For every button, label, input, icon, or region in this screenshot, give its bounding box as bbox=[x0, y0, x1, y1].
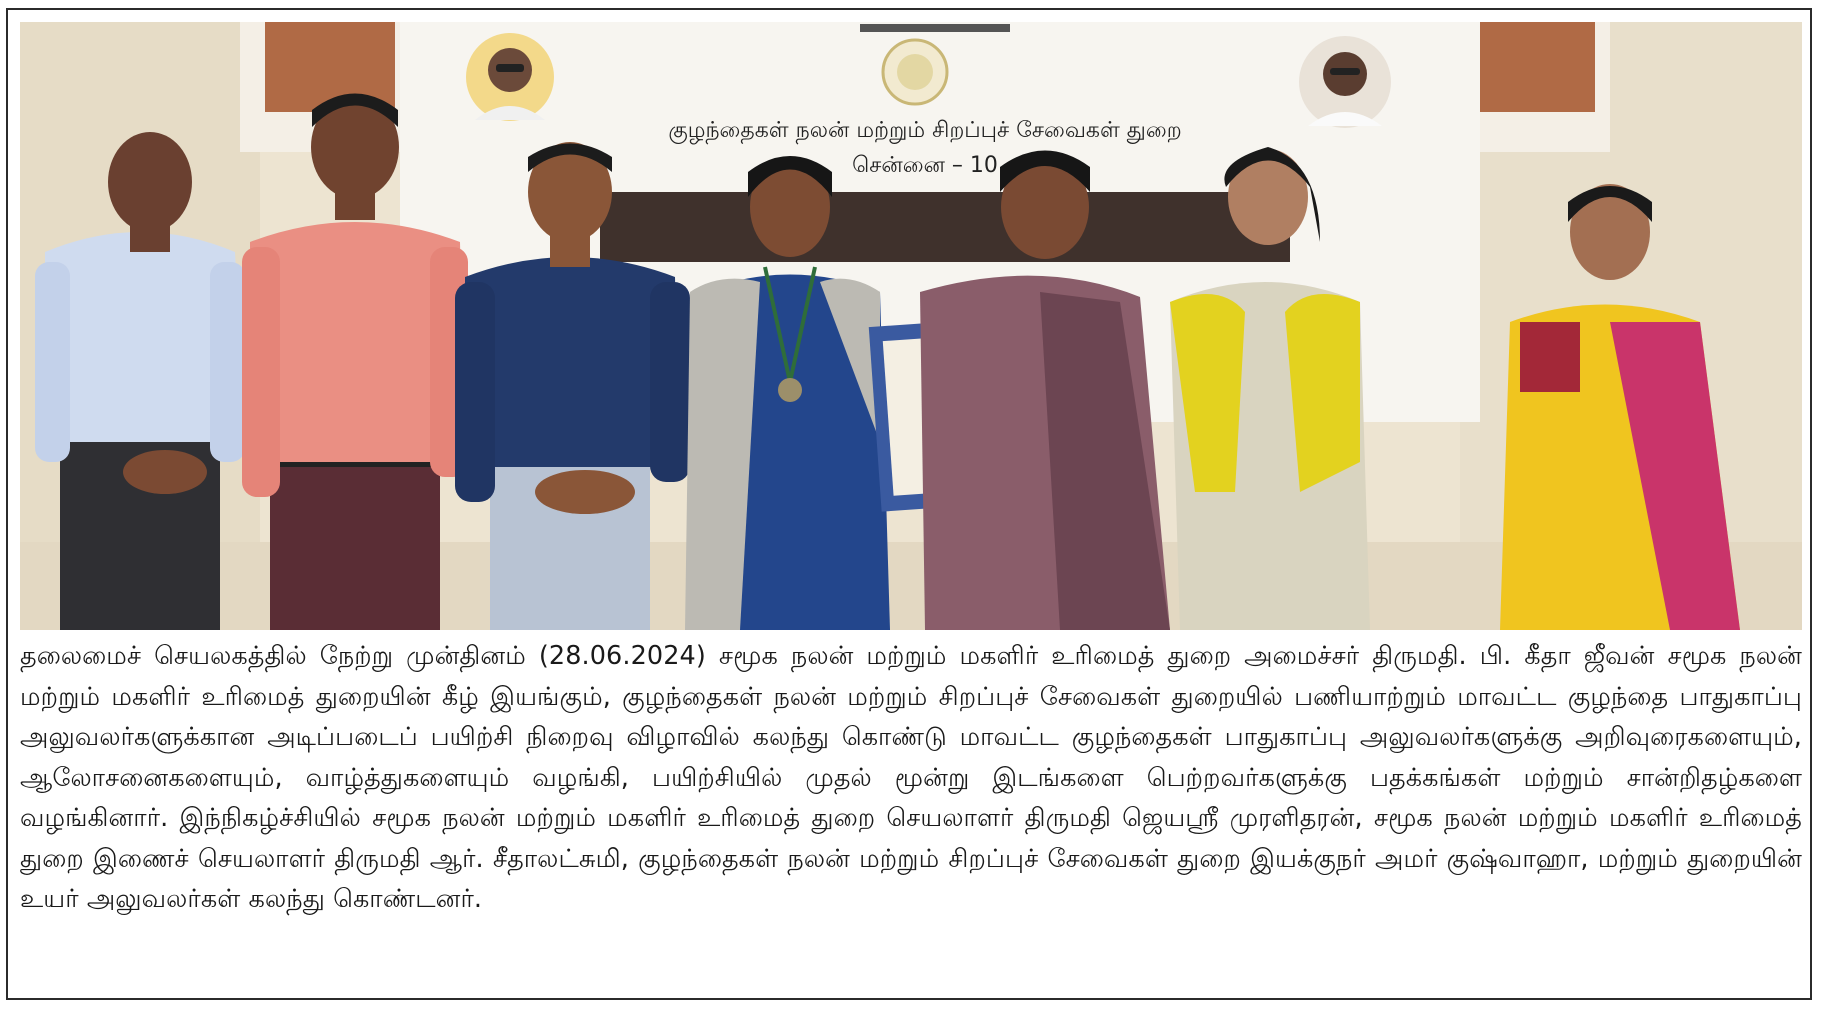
banner-ribbon bbox=[600, 192, 1290, 262]
right-window-panel bbox=[1465, 22, 1595, 112]
news-caption: தலைமைச் செயலகத்தில் நேற்று முன்தினம் (28.06.2024) சமூக நலன் மற்றும் மகளிர் உரிமைத் துறை அமைச்சர் திருமதி. பி. கீதா ஜீவன் சமூக நலன் மற்றும் மகளிர் உரிமைத் துறையின் கீழ் இயங்கும், குழந்தைகள் நலன் மற்றும் சிறப்புச் சேவைகள் துறையில் பணியாற்றும் மாவட்ட குழந்தை பாதுகாப்பு அலுவலர்களுக்கான அடிப்படைப் பயிற்சி நிறைவு விழாவில் கலந்து கொண்டு மாவட்ட குழந்தைகள் பாதுகாப்பு அலுவலர்களுக்கு அறிவுரைகளையும், ஆலோசனைகளையும், வாழ்த்துகளையும் வழங்கி, பயிற்சியில் முதல் மூன்று இடங்களை பெற்றவர்களுக்கு பதக்கங்கள் மற்றும் சான்றிதழ்களை வழங்கினார். இந்நிகழ்ச்சியில் சமூக நலன் மற்றும் மகளிர் உரிமைத் துறை செயலாளர் திருமதி ஜெயஸ்ரீ முரளிதரன், சமூக நலன் மற்றும் மகளிர் உரிமைத் துறை இணைச் செயலாளர் திருமதி ஆர். சீதாலட்சுமி, குழந்தைகள் நலன் மற்றும் சிறப்புச் சேவைகள் துறை இயக்குநர் அமர் குஷ்வாஹா, மற்றும் துறையின் உயர் அலுவலர்கள் கலந்து கொண்டனர். bbox=[20, 641, 1802, 914]
banner-department-title: குழந்தைகள் நலன் மற்றும் சிறப்புச் சேவைகள் துறை bbox=[668, 118, 1182, 143]
portrait-right bbox=[1299, 36, 1391, 128]
banner-city: சென்னை – 10 bbox=[852, 153, 998, 178]
medal-icon bbox=[778, 378, 802, 402]
event-photograph-illustration bbox=[20, 22, 1802, 630]
event-photograph bbox=[20, 22, 1802, 630]
government-emblem bbox=[883, 40, 947, 104]
portrait-left bbox=[466, 33, 554, 121]
